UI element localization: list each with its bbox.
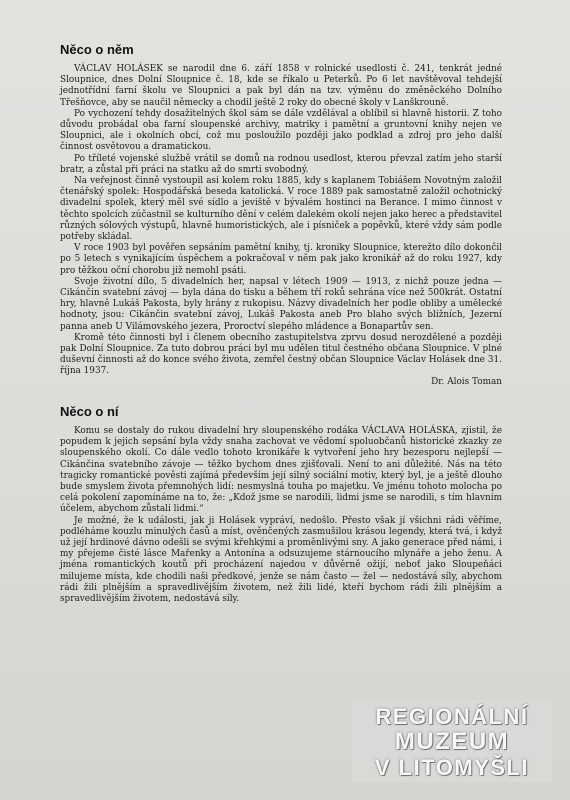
paragraph: Na veřejnost činně vystoupil asi kolem roku 1885, kdy s kaplanem Tobiášem Novotným založil čtenářský spolek: Hospodářská beseda katolická. V roce 1889 pak samostatně založil ochotnický divadelní spolek, který měl své sídlo a jeviště v bývalém hostinci na Berance. I mimo činnost v těchto spolcích zúčastnil se kulturního dění v celém dalekém okolí nejen jako herec a představitel různých sólových výstupů, hlavně humoristických, ale i písniček a popěvků, které vždy sám podle potřeby skládal. [60, 176, 502, 243]
paragraph: Po vychození tehdy dosažitelných škol sám se dále vzdělával a oblíbil si hlavně historii. Z toho důvodu probádal oba farní sloupenské archivy, matriky i pamětní a gruntovní knihy nejen ve Sloupnici, ale i okolních obcí, což mu posloužilo později jako podklad a zdroj pro jeho další činnost osvětovou a dramatickou. [60, 108, 502, 153]
section-about-it [60, 404, 502, 605]
paragraph: V roce 1903 byl pověřen sepsáním pamětní knihy, tj. kroniky Sloupnice, kterežto dílo dokončil po 5 letech s vynikajícím úspěchem a pokračoval v něm pak jako kronikář až do roku 1927, kdy pro těžkou oční chorobu již nemohl psáti. [60, 243, 502, 276]
watermark-line: REGIONÁLNÍ [375, 704, 529, 729]
paragraph: Je možné, že k události, jak ji Holásek vypráví, nedošlo. Přesto však jí všichni rádi věříme, podléháme kouzlu minulých časů a míst, ověnčených zasmušilou krásou legendy, která tvá, i když už její hrdinové dávno odešli se svými křehkými a proměnlivými sny. A jako generace před námi, i my přejeme čisté lásce Mařenky a Antonína a odsuzujeme stárnoucího mlynáře a jeho ženu. A jména romantických koutů při procházení najedou v důvěrně ožijí, neboť jako Sloupeňáci milujeme místa, kde chodili naši předkové, jenže se nám často — žel — nedostává síly, abychom rádi žili plnějším a spravedlivějším životem, než žili lidé, kteří bychom rádi žili plnějším a spravedlivějším životem, nedostává síly. [60, 515, 502, 604]
section-heading-about-it: Něco o ní [60, 403, 119, 419]
watermark-line: V LITOMYŠLI [374, 755, 530, 780]
paragraph: Komu se dostaly do rukou divadelní hry sloupenského rodáka VÁCLAVA HOLÁSKA, zjistil, že popudem k jejich sepsání byla vždy snaha zachovat ve vědomí spoluobčanů historické zkazky ze sloupenského okolí. Co dále vedlo tohoto kronikáře k vytvoření jeho hry bezesporu nejlepší — Cikánčina svatebního závoje — těžko bychom dnes zjišťovali. Není to ani důležité. Nás na této tragicky romantické pověsti zajímá především její silný sociální motiv, který byl, je a ještě dlouho bude smyslem života přemnohých lidí: nesmyslná touha po majetku. Ve jménu tohoto molocha po celá pokolení zapomínáme na to, že: „Kdož jsme se narodili, lidmi jsme se narodili, s tím hlavním účelem, abychom zůstali lidmi.“ [60, 425, 502, 515]
paragraph: Svoje životní dílo, 5 divadelních her, napsal v létech 1909 — 1913, z nichž pouze jedna — Cikánčin svatební závoj — byla dána do tisku a během tří roků sehrána více než 500krát. Ostatní hry, hlavně Lukáš Pakosta, byly hrány z rukopisu. Názvy divadelních her podle obliby a umělecké hodnoty, jsou: Cikánčin svatební závoj, Lukáš Pakosta aneb Pro blaho svých bližních, Jezerní panna aneb U Vilámovského jezera, Proroctví slepého mládence a Bonapartův sen. [60, 276, 502, 332]
article-body [60, 42, 502, 605]
paragraph: Kromě této činnosti byl i členem obecního zastupitelstva zprvu dosud nerozdělené a později pak Dolní Sloupnice. Za tuto dobrou práci byl mu udělen titul čestného občana Sloupnice. V plné duševní činnosti až do konce svého života, zemřel čestný občan Sloupnice Václav Holásek dne 31. října 1937. [60, 332, 502, 377]
paragraph: VÁCLAV HOLÁSEK se narodil dne 6. září 1858 v rolnické usedlosti č. 241, tenkrát jedné Sloupnice, dnes Dolní Sloupnice č. 18, kde se říkalo u Peterků. Po 6 let navštěvoval tehdejší jednotřídní farní školu ve Sloupnici a pak byl dán na tzv. výměnu do změněckého Dolního Třešňovce, aby se naučil německy a chodil ještě 2 roky do obecné školy v Lanškrouně. [60, 64, 502, 108]
museum-watermark [352, 700, 552, 782]
paragraph: Po tříleté vojenské službě vrátil se domů na rodnou usedlost, kterou převzal zatím jeho starší bratr, a zůstal při práci na statku až do smrti svobodný. [60, 153, 502, 175]
author-signature: Dr. Alois Toman [431, 376, 502, 387]
section-heading-about-him: Něco o něm [60, 42, 134, 57]
watermark-line: MUZEUM [394, 728, 510, 755]
